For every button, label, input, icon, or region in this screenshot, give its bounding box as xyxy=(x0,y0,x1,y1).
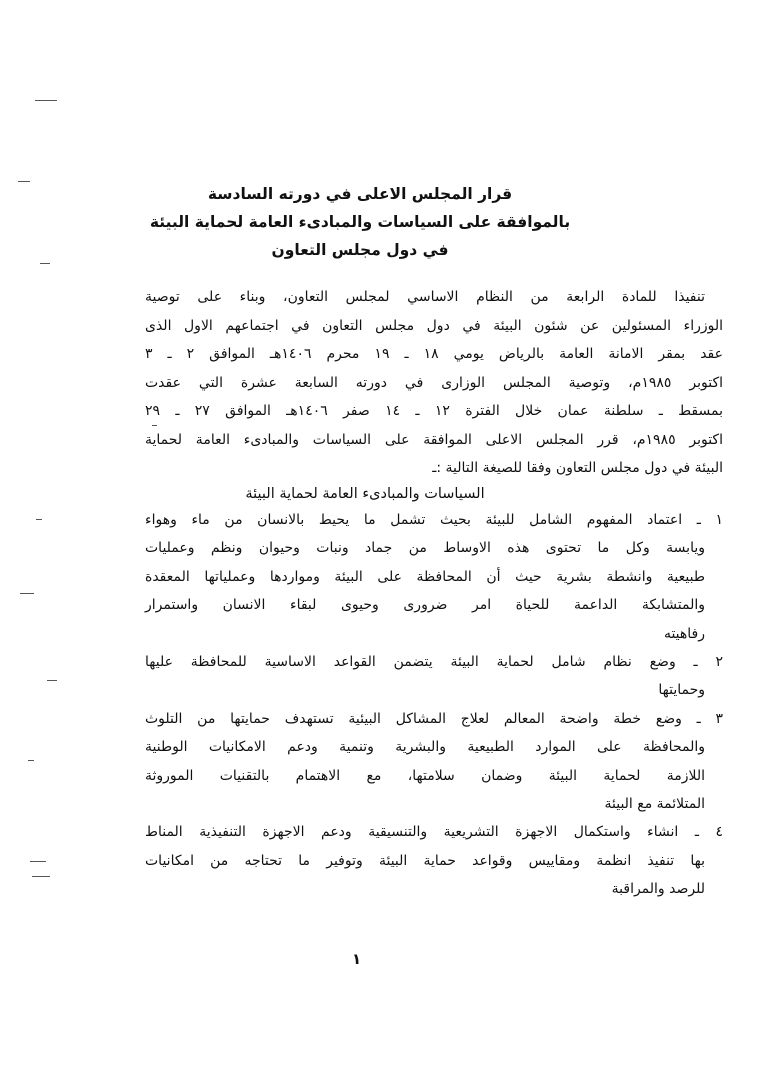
title-line-1: قرار المجلس الاعلى في دورته السادسة xyxy=(207,185,513,203)
intro-line: تنفيذا للمادة الرابعة من النظام الاساسي لمجلس التعاون، وبناء على توصية xyxy=(145,289,705,305)
item-line: والمحافظة على الموارد الطبيعية والبشرية وتنمية ودعم الامكانيات الوطنية xyxy=(145,739,705,755)
item-line: ويابسة وكل ما تحتوى هذه الاوساط من جماد ونبات وحيوان ونظم وعمليات xyxy=(145,540,705,556)
item-line: ٣ ـ وضع خطة واضحة المعالم لعلاج المشاكل البيئية تستهدف حمايتها من التلوث xyxy=(145,711,723,727)
item-line: وحمايتها xyxy=(658,682,705,698)
item-line: طبيعية وانشطة بشرية حيث أن المحافظة على البيئة ومواردها وعملياتها المعقدة xyxy=(145,569,705,585)
intro-line: عقد بمقر الامانة العامة بالرياض يومي ١٨ ـ ١٩ محرم ١٤٠٦هـ الموافق ٢ ـ ٣ xyxy=(145,346,723,362)
item-line: رفاهيته xyxy=(663,626,705,642)
item-line: والمتشابكة الداعمة للحياة امر ضرورى وحيوى لبقاء الانسان واستمرار xyxy=(145,597,705,613)
item-line: المتلائمة مع البيئة xyxy=(604,796,705,812)
item-line: ٢ ـ وضع نظام شامل لحماية البيئة يتضمن القواعد الاساسية للمحافظة عليها xyxy=(145,654,723,670)
intro-line: اكتوبر ١٩٨٥م، قرر المجلس الاعلى الموافقة على السياسات والمبادىء العامة لحماية xyxy=(145,432,723,448)
item-line: بها تنفيذ انظمة ومقاييس وقواعد حماية البيئة وتوفير ما تحتاجه من امكانيات xyxy=(145,853,705,869)
title-line-2: بالموافقة على السياسات والمبادىء العامة لحماية البيئة xyxy=(149,213,571,231)
title-line-3: في دول مجلس التعاون xyxy=(271,241,449,259)
intro-line: البيئة في دول مجلس التعاون وفقا للصيغة التالية :ـ xyxy=(432,460,723,476)
item-line: ١ ـ اعتماد المفهوم الشامل للبيئة بحيث تشمل ما يحيط بالانسان من ماء وهواء xyxy=(145,512,723,528)
page-number: ١ xyxy=(352,950,362,968)
item-line: للرصد والمراقبة xyxy=(611,881,705,897)
item-line: ٤ ـ انشاء واستكمال الاجهزة التشريعية والتنسيقية ودعم الاجهزة التنفيذية المناط xyxy=(145,824,723,840)
intro-line: الوزراء المسئولين عن شئون البيئة في دول مجلس التعاون في اجتماعهم الاول الذى xyxy=(145,318,723,334)
intro-line: اكتوبر ١٩٨٥م، وتوصية المجلس الوزارى في دورته السابعة عشرة التي عقدت xyxy=(145,375,723,391)
item-line: اللازمة لحماية البيئة وضمان سلامتها، مع الاهتمام بالتقنيات الموروثة xyxy=(145,768,705,784)
intro-line: بمسقط ـ سلطنة عمان خلال الفترة ١٢ ـ ١٤ صفر ١٤٠٦هـ الموافق ٢٧ ـ ٢٩ xyxy=(145,403,723,419)
section-heading: السياسات والمبادىء العامة لحماية البيئة xyxy=(245,486,485,502)
